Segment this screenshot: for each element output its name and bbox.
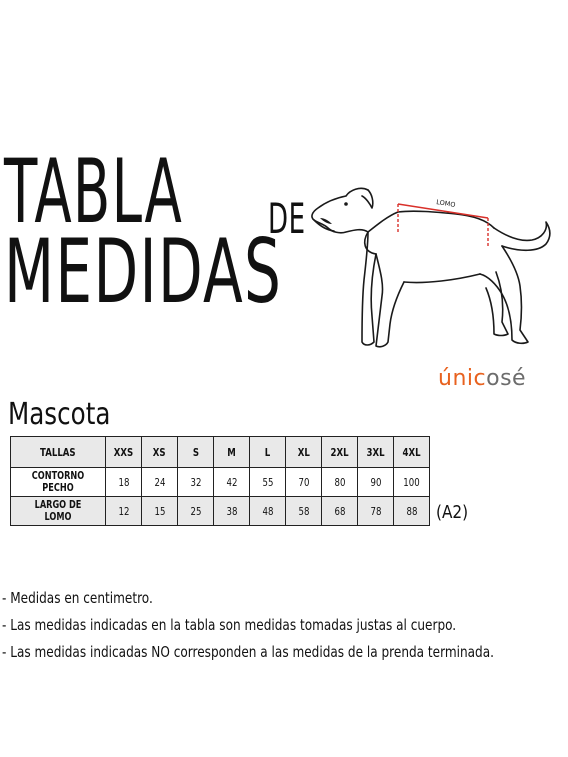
brand-logo (438, 366, 526, 391)
table-header-cell: XS (142, 437, 178, 468)
table-cell: 78 (358, 497, 394, 526)
dog-ear (362, 190, 373, 208)
section-title: Mascota (8, 397, 111, 432)
table-cell: 100 (394, 468, 430, 497)
dog-neck (368, 211, 494, 232)
table-cell: 18 (106, 468, 142, 497)
table-header-cell: XL (286, 437, 322, 468)
note-line: - Las medidas indicadas NO corresponden a las medidas de la prenda terminada. (2, 643, 494, 661)
brand-logo-part2: osé (486, 366, 527, 391)
row-label-cell: LARGO DE LOMO (11, 497, 106, 526)
table-cell: 24 (142, 468, 178, 497)
table-row (11, 497, 430, 526)
dog-hind-leg (480, 246, 528, 343)
table-cell: 55 (250, 468, 286, 497)
dog-belly (404, 274, 480, 283)
lomo-label: LOMO (435, 198, 456, 209)
table-cell: 80 (322, 468, 358, 497)
table-cell: 48 (250, 497, 286, 526)
table-header-cell: L (250, 437, 286, 468)
title-word-de: DE (268, 194, 306, 243)
dog-illustration (306, 184, 558, 362)
table-cell: 12 (106, 497, 142, 526)
note-line: - Medidas en centimetro. (2, 589, 153, 607)
table-header-cell: 4XL (394, 437, 430, 468)
note-line: - Las medidas indicadas en la tabla son medidas tomadas justas al cuerpo. (2, 616, 457, 634)
table-cell: 58 (286, 497, 322, 526)
table-cell: 90 (358, 468, 394, 497)
model-code: (A2) (436, 502, 469, 523)
brand-logo-part1: únic (438, 366, 487, 391)
table-row (11, 468, 430, 497)
dog-front-leg-back (362, 232, 376, 345)
dog-hind-leg-inner (486, 272, 508, 336)
dog-eye (344, 202, 348, 206)
table-cell: 68 (322, 497, 358, 526)
table-header-row (11, 437, 430, 468)
table-header-cell: S (178, 437, 214, 468)
title-line-tabla: TABLA (4, 140, 184, 243)
table-header-cell: 2XL (322, 437, 358, 468)
table-cell: 15 (142, 497, 178, 526)
table-header-cell: XXS (106, 437, 142, 468)
table-header-cell: TALLAS (11, 437, 106, 468)
table-cell: 42 (214, 468, 250, 497)
table-header-cell: 3XL (358, 437, 394, 468)
table-cell: 70 (286, 468, 322, 497)
size-table (10, 436, 430, 526)
table-header-cell: M (214, 437, 250, 468)
dog-tongue (320, 218, 332, 224)
table-cell: 38 (214, 497, 250, 526)
title-line-medidas: MEDIDAS (4, 220, 283, 323)
table-cell: 25 (178, 497, 214, 526)
table-cell: 88 (394, 497, 430, 526)
table-cell: 32 (178, 468, 214, 497)
row-label-cell: CONTORNO PECHO (11, 468, 106, 497)
dog-front-leg (376, 254, 404, 347)
